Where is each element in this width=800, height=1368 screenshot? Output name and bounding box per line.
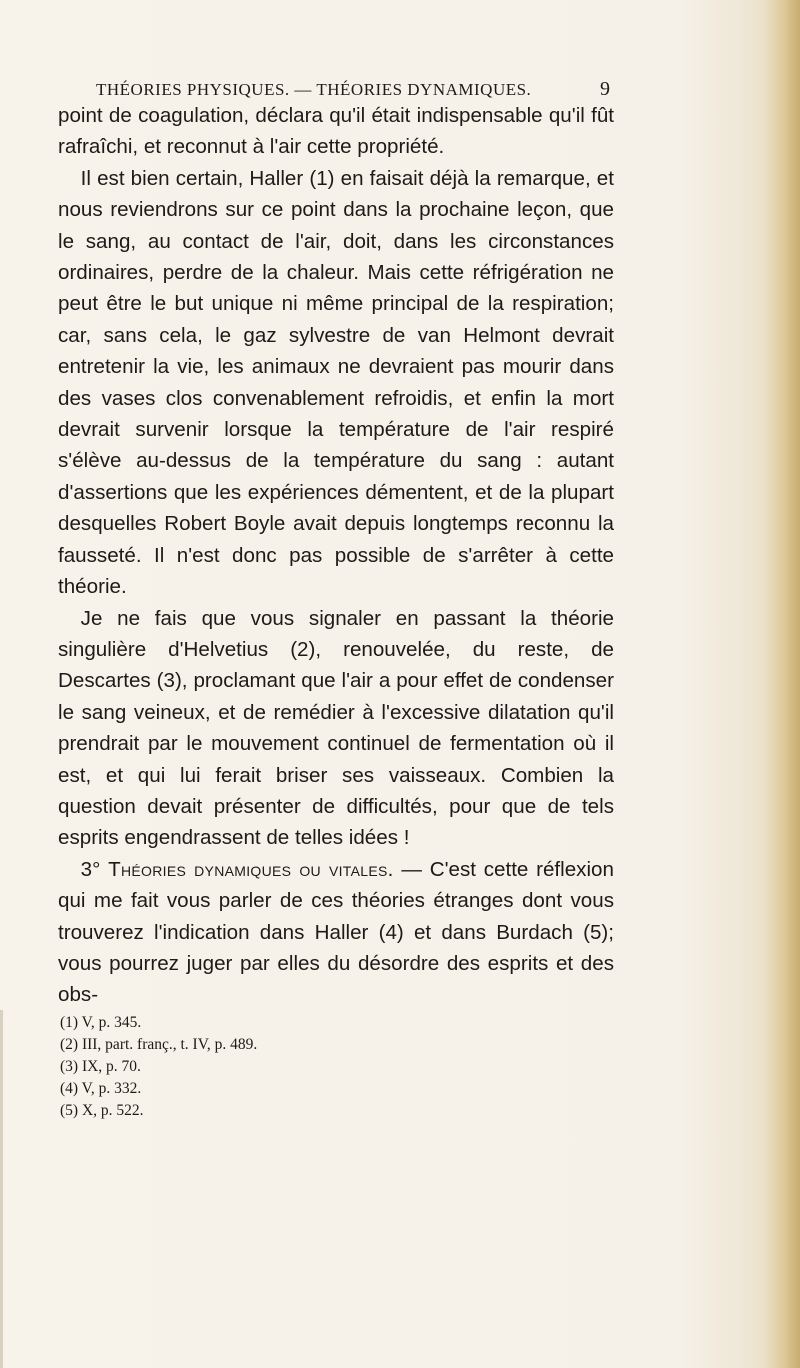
paragraph-4: [58, 854, 614, 1011]
paragraph-1: point de coagulation, déclara qu'il était indispensable qu'il fût rafraîchi, et reconnut à l'air cette propriété.: [58, 104, 614, 159]
footnote-1: (1) V, p. 345.: [60, 1014, 142, 1031]
page-edge-stain: [764, 0, 800, 1368]
footnote-3: (3) IX, p. 70.: [60, 1058, 141, 1075]
left-page-edge: [0, 1010, 3, 1368]
running-head: THÉORIES PHYSIQUES. — THÉORIES DYNAMIQUES.: [96, 80, 532, 99]
footnote-5: (5) X, p. 522.: [60, 1102, 144, 1119]
paragraph-2: Il est bien certain, Haller (1) en faisait déjà la remarque, et nous reviendrons sur ce point dans la prochaine leçon, que le sang, au contact de l'air, doit, dans les circonstances ordinaires, perdre de la chaleur. Mais cette réfrigération ne peut être le but unique ni même principal de la respiration; car, sans cela, le gaz sylvestre de van Helmont devrait entretenir la vie, les animaux ne devraient pas mourir dans des vases clos convenablement refroidis, et enfin la mort devrait survenir lorsque la température de l'air respiré s'élève au-dessus de la température du sang : autant d'assertions que les expériences démentent, et de la plupart desquelles Robert Boyle avait depuis longtemps reconnu la fausseté. Il n'est donc pas possible de s'arrêter à cette théorie.: [58, 166, 614, 599]
section-number: 3°: [80, 857, 101, 881]
footnote-4: (4) V, p. 332.: [60, 1080, 142, 1097]
main-text: [58, 100, 614, 1011]
page-number: 9: [600, 78, 610, 100]
footnotes: [60, 1012, 480, 1122]
paragraph-4-text: — C'est cette réflexion qui me fait vous parler de ces théories étranges dont vous trouverez l'indication dans Haller (4) et dans Burdach (5); vous pourrez juger par elles du désordre des esprits et des obs-: [58, 857, 614, 1007]
footnote-2: (2) III, part. franç., t. IV, p. 489.: [60, 1036, 258, 1053]
paragraph-3: Je ne fais que vous signaler en passant la théorie singulière d'Helvetius (2), renouvelée, du reste, de Descartes (3), proclamant que l'air a pour effet de condenser le sang veineux, et de remédier à l'excessive dilatation qu'il prendrait par le mouvement continuel de fermentation où il est, et qui lui ferait briser ses vaisseaux. Combien la question devait présenter de difficultés, pour que de tels esprits engendrassent de telles idées !: [58, 606, 614, 850]
section-title: Théories dynamiques ou vitales.: [108, 857, 394, 881]
